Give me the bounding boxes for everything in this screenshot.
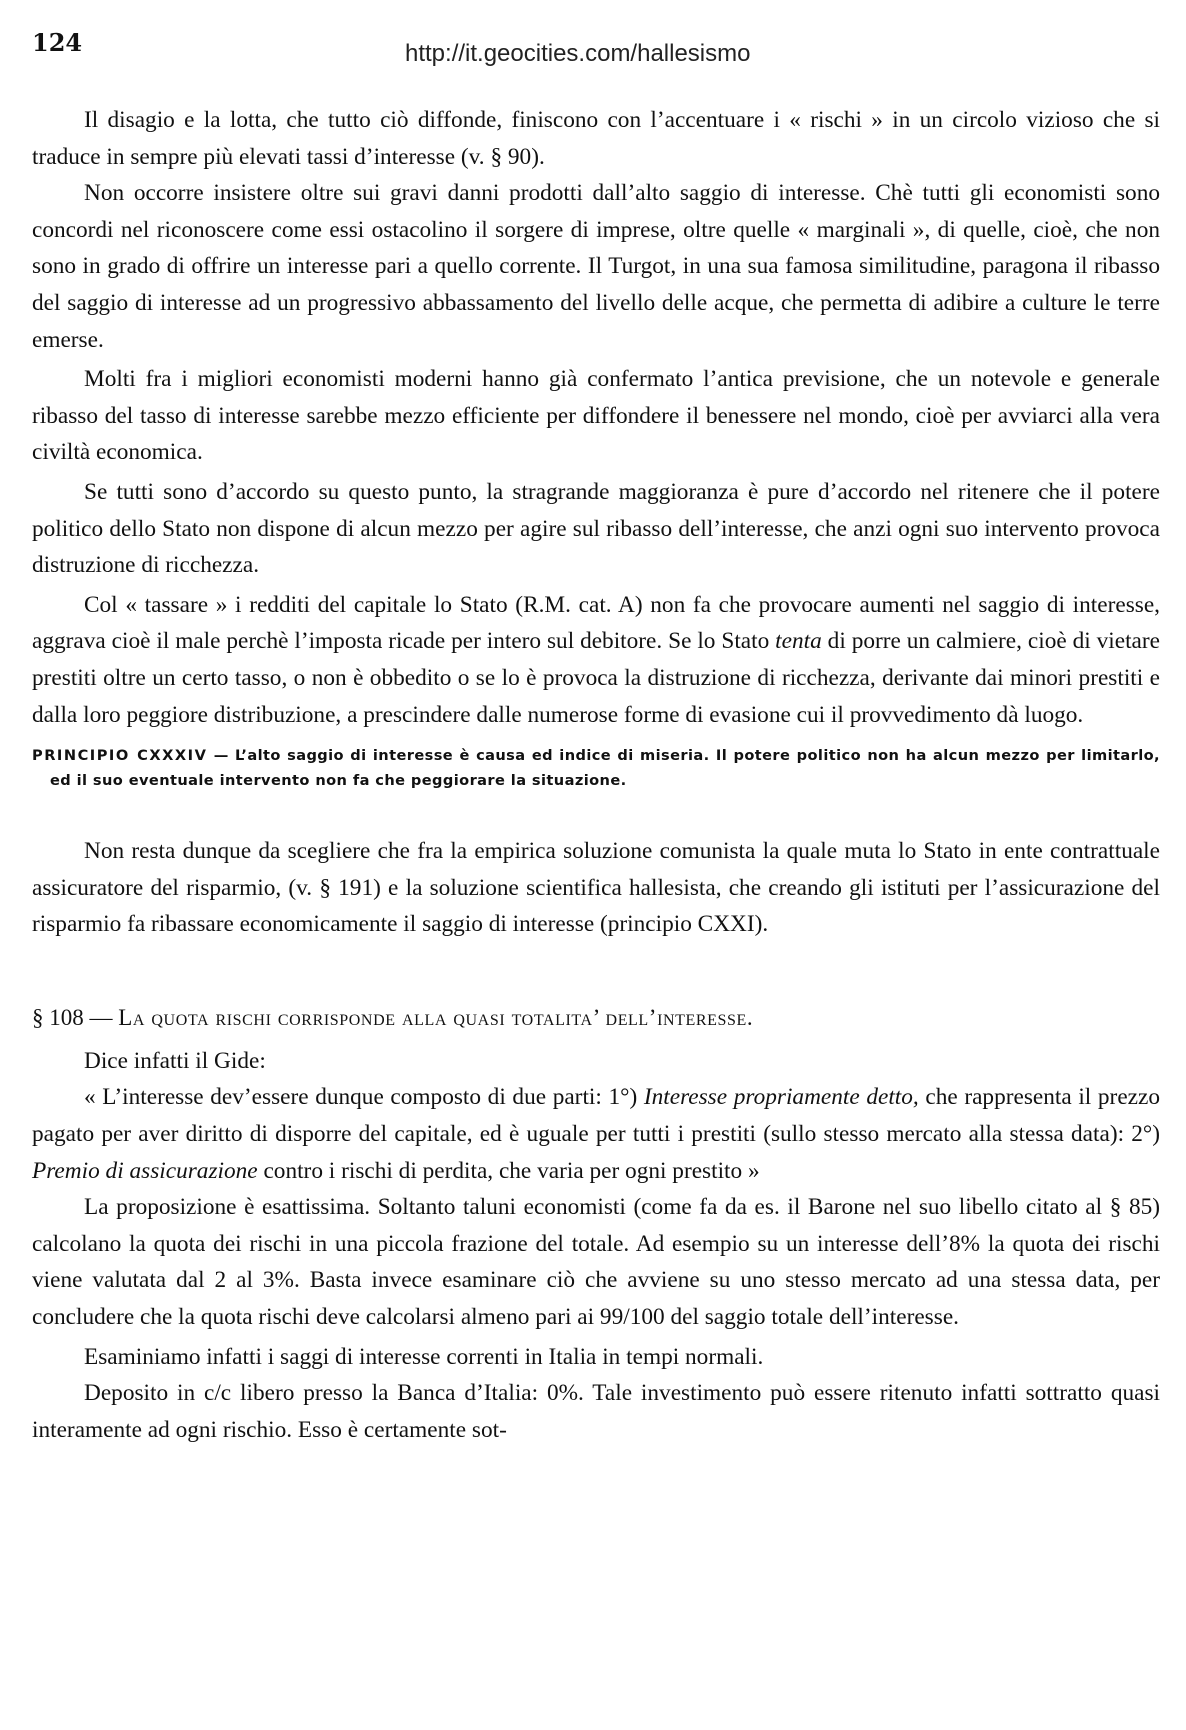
quote-part3: contro i rischi di perdita, che varia per ogni prestito » [257,1157,760,1184]
paragraph-disagio: Il disagio e la lotta, che tutto ciò diffonde, finiscono con l’accentuare i « rischi » in un circolo vizioso che si traduce in sempre più elevati tassi d’interesse (v. § 90). [32,107,1160,170]
principle-cxxxiv [32,743,1160,793]
paragraph-tassare-emphasis: tenta [775,628,822,655]
quote-emphasis-2: Premio di assicurazione [32,1157,258,1184]
quote-emphasis-1: Interesse propriamente detto, [643,1084,919,1111]
paragraph-proposizione: La proposizione è esattissima. Soltanto taluni economisti (come fa da es. il Barone nel suo libello citato al § 85) calcolano la quota dei rischi in una piccola frazione del totale. Ad esempio su un interesse dell’8% la quota dei rischi viene valutata dal 2 al 3%. Basta invece esaminare ciò che avviene su uno stesso mercato ad una stessa data, per concludere che la quota rischi deve calcolarsi almeno pari ai 99/100 del saggio totale dell’interesse. [32,1194,1160,1331]
paragraph-accordo: Se tutti sono d’accordo su questo punto, la stragrande maggioranza è pure d’accordo nel ritenere che il potere politico dello Stato non dispone di alcun mezzo per agire sul ribasso dell’interesse, che anzi ogni suo intervento provoca distruzione di ricchezza. [32,478,1160,579]
section-title: La quota rischi corrisponde alla quasi totalita’ dell’interesse. [118,1004,754,1030]
paragraph-economisti-moderni: Molti fra i migliori economisti moderni hanno già confermato l’antica previsione, che un notevole e generale ribasso del tasso di interesse sarebbe mezzo efficiente per diffondere il benessere nel mondo, cioè per avviarci alla vera civiltà economica. [32,366,1160,466]
principle-text: — L’alto saggio di interesse è causa ed indice di miseria. Il potere politico non ha alcun mezzo per limitarlo, ed il suo eventuale intervento non fa che peggiorare la situazione. [50,747,1160,790]
section-number: § 108 — [32,1004,119,1030]
paragraph-turgot: Non occorre insistere oltre sui gravi danni prodotti dall’alto saggio di interesse. Chè tutti gli economisti sono concordi nel riconoscere come essi ostacolino il sorgere di imprese, oltre quelle « marginali », di quelle, cioè, che non sono in grado di offrire un interesse pari a quello corrente. Il Turgot, in una sua famosa similitudine, paragona il ribasso del saggio di interesse ad un progressivo abbassamento del livello delle acque, che permetta di adibire a culture le terre emerse. [32,180,1160,353]
paragraph-deposito: Deposito in c/c libero presso la Banca d’Italia: 0%. Tale investimento può essere ritenuto infatti sottratto quasi interamente ad ogni rischio. Esso è certamente sot- [32,1380,1160,1443]
paragraph-tassare-part2: di porre un calmiere, cioè di vietare prestiti oltre un certo tasso, o non è obbedito o se lo è provoca la distruzione di ricchezza, derivante dai minori prestiti e dalla loro peggiore distribuzione, a prescindere dalle numerose forme di evasione cui il provvedimento dà luogo. [32,628,1160,728]
paragraph-gide-intro: Dice infatti il Gide: [84,1047,266,1074]
source-url: http://it.geocities.com/hallesismo [405,40,751,67]
page-body [32,102,1160,1448]
principle-label: PRINCIPIO CXXXIV [32,747,208,765]
page-number: 124 [32,28,83,57]
section-heading-108 [32,1001,1160,1035]
quote-part2: che rappresenta il prezzo pagato per aver diritto di disporre del capitale, ed è uguale per tutti i prestiti (sullo stesso mercato alla stessa data): 2°) [32,1084,1160,1148]
quote-part1: « L’interesse dev’essere dunque composto di due parti: 1°) [84,1084,644,1111]
paragraph-esaminiamo: Esaminiamo infatti i saggi di interesse correnti in Italia in tempi normali. [84,1343,764,1370]
paragraph-gide-quote [32,1079,1160,1189]
paragraph-tassare [32,587,1160,733]
paragraph-tassare-part1: Col « tassare » i redditi del capitale lo Stato (R.M. cat. A) non fa che provocare aumenti nel saggio di interesse, aggrava cioè il male perchè l’imposta ricade per intero sul debitore. Se lo Stato [32,591,1160,655]
paragraph-soluzione: Non resta dunque da scegliere che fra la empirica soluzione comunista la quale muta lo Stato in ente contrattuale assicuratore del risparmio, (v. § 191) e la soluzione scientifica hallesista, che creando gli istituti per l’assicurazione del risparmio fa ribassare economicamente il saggio di interesse (principio CXXI). [32,838,1160,938]
